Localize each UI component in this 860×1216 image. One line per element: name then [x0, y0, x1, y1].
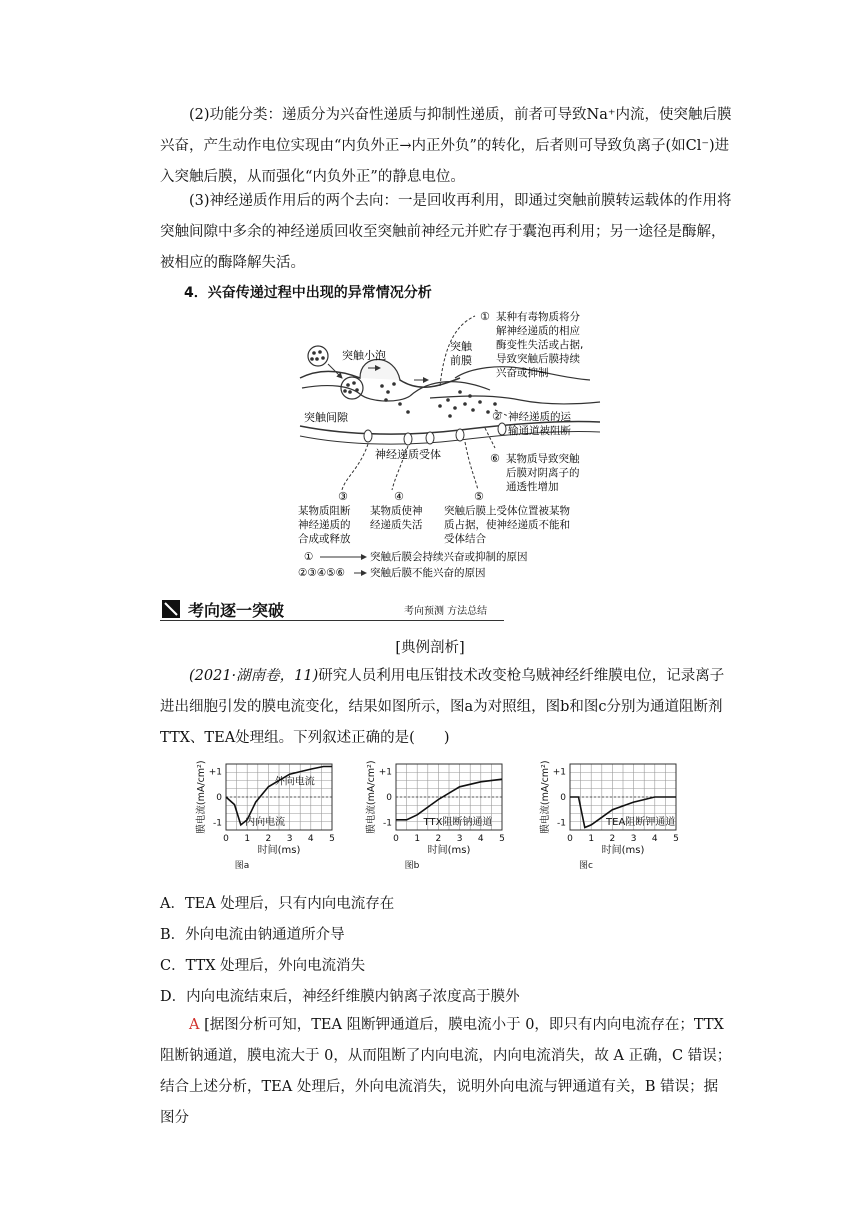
- x-tick-label: 5: [499, 834, 505, 844]
- x-tick-label: 2: [265, 834, 272, 844]
- option-d: D．内向电流结束后，神经纤维膜内钠离子浓度高于膜外: [160, 989, 520, 1005]
- membrane-label-b: 前膜: [450, 354, 472, 367]
- figure-caption: 图b: [404, 861, 420, 871]
- legend-key-2: ②③④⑤⑥: [298, 567, 346, 579]
- y-axis-label: 膜电流(mA/cm²): [540, 760, 551, 834]
- note-2-line: 输通道被阻断: [508, 425, 571, 437]
- x-tick-label: 3: [630, 834, 637, 844]
- option-a: A．TEA 处理后，只有内向电流存在: [160, 896, 395, 912]
- x-tick-label: 3: [456, 834, 463, 844]
- note-3-line: 合成或释放: [298, 533, 351, 545]
- note-1-line: 酶变性失活或占据,: [496, 339, 584, 351]
- note-5-line: 受体结合: [444, 533, 486, 545]
- answer-letter: A: [189, 1017, 200, 1033]
- note-5-line: 突触后膜上受体位置被某物: [444, 505, 570, 517]
- x-axis-label: 时间(ms): [427, 845, 471, 856]
- membrane-current-charts: [186, 758, 706, 882]
- vesicle-label: 突触小泡: [342, 349, 386, 362]
- legend-key-1: ①: [304, 551, 314, 563]
- option-b: B．外向电流由钠通道所介导: [160, 927, 345, 943]
- note-5-line: 质占据，使神经递质不能和: [444, 519, 570, 531]
- note-6-line: 后膜对阴离子的: [506, 467, 580, 479]
- answer-explanation: [160, 1010, 732, 1134]
- x-tick-label: 4: [477, 834, 484, 844]
- note-3-line: 某物质阻断: [298, 505, 351, 517]
- cleft-label: 突触间隙: [304, 411, 348, 424]
- note-1-line: 解神经递质的相应: [496, 325, 580, 337]
- question-source: (2021·湖南卷，11): [189, 668, 319, 684]
- x-tick-label: 5: [329, 834, 335, 844]
- section-heading: 4．兴奋传递过程中出现的异常情况分析: [184, 285, 432, 301]
- note-6-line: 通透性增加: [506, 481, 559, 493]
- x-tick-label: 4: [307, 834, 314, 844]
- note-3-line: 神经递质的: [298, 519, 351, 531]
- note-2-line: 神经递质的运: [508, 411, 571, 423]
- membrane-label-a: 突触: [450, 340, 472, 353]
- figure-caption: 图c: [579, 861, 593, 871]
- x-tick-label: 5: [673, 834, 679, 844]
- x-tick-label: 0: [393, 834, 399, 844]
- banner-title: 考向逐一突破: [188, 601, 285, 620]
- y-tick-label: -1: [383, 818, 392, 829]
- x-tick-label: 0: [567, 834, 573, 844]
- y-tick-label: -1: [557, 818, 566, 829]
- note-1-line: 某种有毒物质将分: [496, 311, 580, 323]
- note-2-number: ②: [492, 410, 502, 423]
- y-tick-label: 0: [216, 793, 222, 803]
- paragraph-transmitter-fate: (3)神经递质作用后的两个去向：一是回收再利用，即通过突触前膜转运载体的作用将突触间隙中多余的神经递质回收至突触前神经元并贮存于囊泡再利用；另一途径是酶解，被相应的酶降解失活。: [160, 193, 732, 271]
- legend-text-1: 突触后膜会持续兴奋或抑制的原因: [370, 551, 528, 563]
- option-c: C．TTX 处理后，外向电流消失: [160, 958, 366, 974]
- y-tick-label: +1: [552, 767, 566, 778]
- x-tick-label: 2: [435, 834, 442, 844]
- question-text: 研究人员利用电压钳技术改变枪乌贼神经纤维膜电位，记录离子进出细胞引发的膜电流变化，结果如图所示，图a为对照组，图b和图c分别为通道阻断剂TTX、TEA处理组。下列叙述正确的是( ): [160, 668, 725, 746]
- x-axis-label: 时间(ms): [257, 845, 301, 856]
- x-tick-label: 1: [414, 834, 421, 844]
- ttx-label: TTX阻断钠通道: [423, 817, 493, 829]
- x-tick-label: 4: [651, 834, 658, 844]
- outward-label: 外向电流: [274, 776, 315, 788]
- note-4-line: 经递质失活: [370, 519, 423, 531]
- tea-label: TEA阻断钾通道: [606, 817, 676, 829]
- note-6-line: 某物质导致突触: [506, 453, 580, 465]
- note-4-line: 某物质使神: [370, 505, 423, 517]
- x-tick-label: 1: [588, 834, 595, 844]
- note-6-number: ⑥: [490, 452, 500, 465]
- synapse-diagram: [290, 308, 610, 584]
- section-banner: [160, 598, 504, 621]
- question-stem: [160, 661, 732, 754]
- note-1-line: 导致突触后膜持续: [496, 353, 580, 365]
- answer-text: [据图分析可知，TEA 阻断钾通道后，膜电流小于 0，即只有内向电流存在；TTX 阻断钠通道，膜电流大于 0，从而阻断了内向电流，内向电流消失，故 A 正确，C 错误；结合上述分析，TEA 处理后，外向电流消失，说明外向电流与钾通道有关，B 错误；据图分: [160, 1017, 732, 1126]
- note-4-number: ④: [394, 490, 404, 503]
- y-axis-label: 膜电流(mA/cm²): [366, 760, 377, 834]
- note-1-line: 兴奋或抑制: [496, 367, 549, 379]
- note-3-number: ③: [338, 490, 348, 503]
- y-tick-label: -1: [213, 818, 222, 829]
- inward-label: 内向电流: [245, 817, 286, 829]
- figure-caption: 图a: [234, 861, 250, 871]
- example-label: [典例剖析]: [395, 640, 465, 656]
- banner-subtitle: 考向预测 方法总结: [404, 606, 488, 617]
- x-tick-label: 0: [223, 834, 229, 844]
- y-axis-label: 膜电流(mA/cm²): [196, 760, 207, 834]
- y-tick-label: 0: [560, 793, 566, 803]
- x-tick-label: 3: [286, 834, 293, 844]
- legend-text-2: 突触后膜不能兴奋的原因: [370, 567, 486, 579]
- banner-corner-icon: [162, 600, 180, 618]
- y-tick-label: +1: [378, 767, 392, 778]
- x-tick-label: 2: [609, 834, 616, 844]
- y-tick-label: +1: [208, 767, 222, 778]
- note-5-number: ⑤: [474, 490, 484, 503]
- y-tick-label: 0: [386, 793, 392, 803]
- x-tick-label: 1: [244, 834, 251, 844]
- paragraph-function-classification: (2)功能分类：递质分为兴奋性递质与抑制性递质，前者可导致Na⁺内流，使突触后膜兴奋，产生动作电位实现由“内负外正→内正外负”的转化，后者则可导致负离子(如Cl⁻)进入突触后膜，从而强化“内负外正”的静息电位。: [160, 107, 732, 185]
- receptor-label: 神经递质受体: [375, 448, 441, 461]
- x-axis-label: 时间(ms): [601, 845, 645, 856]
- note-1-number: ①: [480, 310, 490, 323]
